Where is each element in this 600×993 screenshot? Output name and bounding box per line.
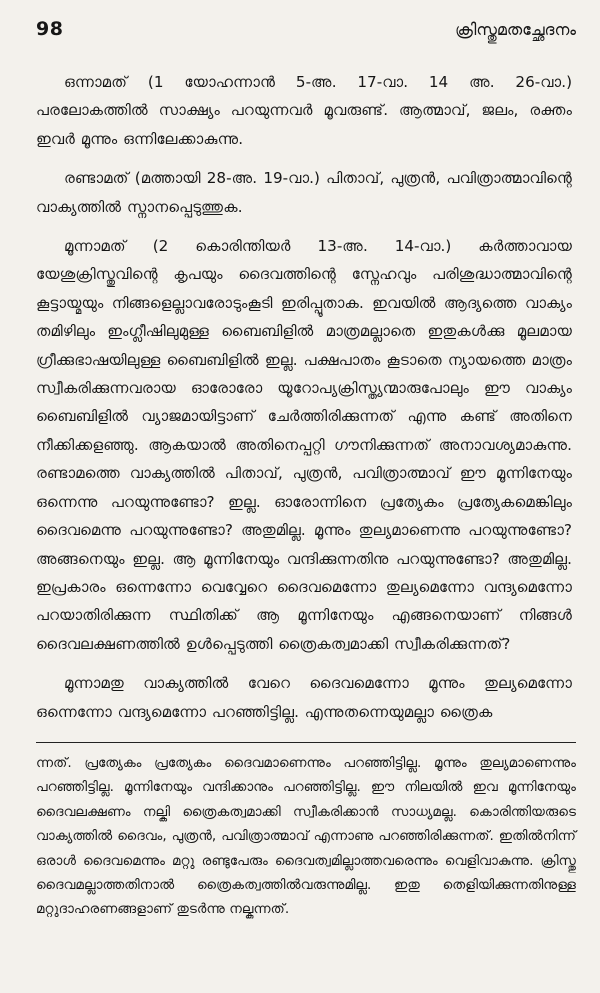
body-text: [36, 68, 572, 726]
footnote-divider: [36, 742, 576, 743]
paragraph-conclusion: മൂന്നാമതു വാക്യത്തിൽ വേറെ ദൈവമെന്നോ മൂന്നും തുല്യമെന്നോ ഒന്നെന്നോ വന്ദ്യമെന്നോ പറഞ്ഞിട്ടില്ല. എന്നുതന്നെയുമല്ലാ ത്രൈക: [36, 674, 572, 721]
paragraph-second-verse: രണ്ടാമത് (മത്തായി 28-അ. 19-വാ.) പിതാവ്, പുത്രൻ, പവിത്രാത്മാവിന്റെ വാക്യത്തിൽ സ്നാനപ്പെടുത്തുക.: [36, 169, 572, 216]
page-header: [36, 18, 576, 48]
running-title: ക്രിസ്തുമതച്ഛേദനം: [455, 20, 576, 39]
footnote-text: ന്നത്. പ്രത്യേകം പ്രത്യേകം ദൈവമാണെന്നും പറഞ്ഞിട്ടില്ല. മൂന്നും തുല്യമാണെന്നും പറഞ്ഞിട്ടില്ല. മൂന്നിനേയും വന്ദിക്കാനും പറഞ്ഞിട്ടില്ല. ഈ നിലയിൽ ഇവ മൂന്നിനേയും ദൈവലക്ഷണം നല്കി ത്രൈകത്വമാക്കി സ്വീകരിക്കാൻ സാധ്യമല്ല. കൊരിന്തിയരുടെ വാക്യത്തിൽ ദൈവം, പുത്രൻ, പവിത്രാത്മാവ് എന്നാണു പറഞ്ഞിരിക്കുന്നത്. ഇതിൽനിന്ന് ഒരാൾ ദൈവമെന്നും മറ്റു രണ്ടുപേരും ദൈവത്വമില്ലാത്തവരെന്നും വെളിവാകുന്നു. ക്രിസ്തു ദൈവമല്ലാത്തതിനാൽ ത്രൈകത്വത്തിൽവരുന്നുമില്ല. ഇതു തെളിയിക്കുന്നതിനുള്ള മറ്റുദാഹരണങ്ങളാണ് തുടർന്നു നല്കുന്നത്.: [36, 754, 576, 918]
paragraph-first-verse: ഒന്നാമത് (1 യോഹന്നാൻ 5-അ. 17-വാ. 14 അ. 26-വാ.) പരലോകത്തിൽ സാക്ഷ്യം പറയുന്നവർ മൂവരുണ്ട്. ആത്മാവ്, ജലം, രക്തം ഇവർ മൂന്നും ഒന്നിലേക്കാകുന്നു.: [36, 73, 572, 148]
paragraph-third-verse: മൂന്നാമത് (2 കൊരിന്തിയർ 13-അ. 14-വാ.) കർത്താവായ യേശുക്രിസ്തുവിന്റെ കൃപയും ദൈവത്തിന്റെ സ്നേഹവും പരിശുദ്ധാത്മാവിന്റെ കൂട്ടായ്മയും നിങ്ങളെല്ലാവരോടുംകൂടി ഇരിപ്പൂതാക. ഇവയിൽ ആദ്യത്തെ വാക്യം തമിഴിലും ഇംഗ്ലീഷിലുമുള്ള ബൈബിളിൽ മാത്രമല്ലാതെ ഇതുകൾക്കു മൂലമായ ഗ്രീക്കുഭാഷയിലുള്ള ബൈബിളിൽ ഇല്ല. പക്ഷപാതം കൂടാതെ ന്യായത്തെ മാത്രം സ്വീകരിക്കുന്നവരായ ഓരോരോ യൂറോപ്യക്രിസ്ത്യന്മാരുപോലും ഈ വാക്യം ബൈബിളിൽ വ്യാജമായിട്ടാണ് ചേർത്തിരിക്കുന്നത് എന്നു കണ്ട് അതിനെ നീക്കിക്കളഞ്ഞു. ആകയാൽ അതിനെപ്പറ്റി ഗൗനിക്കുന്നത് അനാവശ്യമാകുന്നു. രണ്ടാമത്തെ വാക്യത്തിൽ പിതാവ്, പുത്രൻ, പവിത്രാത്മാവ് ഈ മൂന്നിനേയും ഒന്നെന്നു പറയുന്നുണ്ടോ? ഇല്ല. ഓരോന്നിനെ പ്രത്യേകം പ്രത്യേകമെങ്കിലും ദൈവമെന്നു പറയുന്നുണ്ടോ? അതുമില്ല. മൂന്നും തുല്യമാണെന്നു പറയുന്നുണ്ടോ? അങ്ങനെയും ഇല്ല. ആ മൂന്നിനേയും വന്ദിക്കുന്നതിനു പറയുന്നുണ്ടോ? അതുമില്ല. ഇപ്രകാരം ഒന്നെന്നോ വെവ്വേറെ ദൈവമെന്നോ തുല്യമെന്നോ വന്ദ്യമെന്നോ പറയാതിരിക്കുന്ന സ്ഥിതിക്ക് ആ മൂന്നിനേയും എങ്ങനെയാണ് നിങ്ങൾ ദൈവലക്ഷണത്തിൽ ഉൾപ്പെടുത്തി ത്രൈകത്വമാക്കി സ്വീകരിക്കുന്നത്?: [36, 237, 572, 653]
page-number: 98: [36, 18, 64, 40]
